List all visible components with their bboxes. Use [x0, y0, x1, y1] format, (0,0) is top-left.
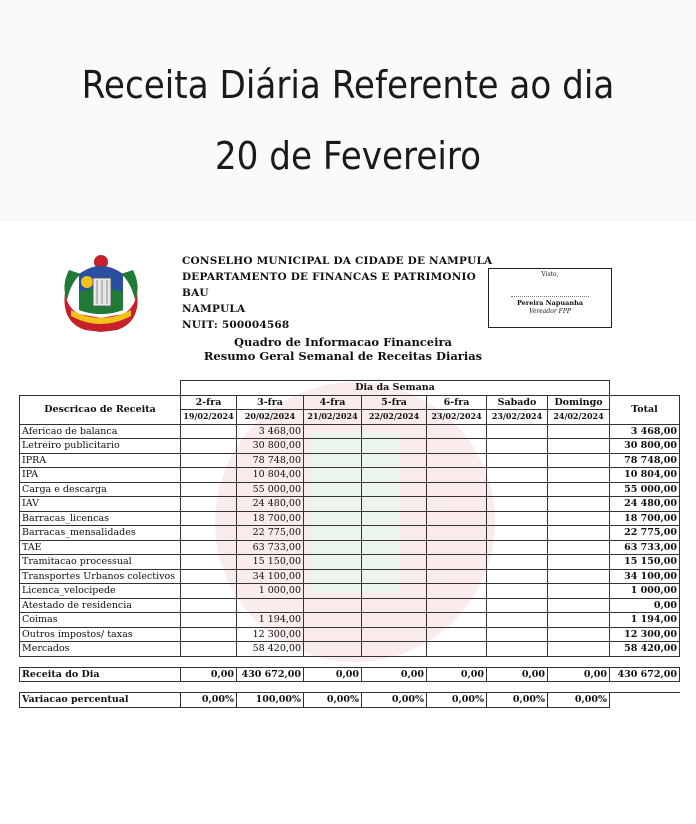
variacao-row [20, 693, 680, 708]
table-row [20, 569, 680, 584]
spacer-cell [427, 682, 487, 693]
variacao-value: 100,00% [237, 693, 304, 708]
day-value [362, 497, 427, 512]
table-row [20, 468, 680, 483]
day-value [181, 555, 237, 570]
spacer-row [20, 682, 680, 693]
day-value [362, 642, 427, 657]
day-date: 20/02/2024 [237, 410, 304, 425]
day-value [427, 497, 487, 512]
spacer-row [20, 656, 680, 667]
day-value [181, 613, 237, 628]
day-value [427, 598, 487, 613]
day-value: 1 194,00 [237, 613, 304, 628]
day-name: 6-fra [427, 395, 487, 410]
day-value [181, 511, 237, 526]
revenue-label: Atestado de residencia [20, 598, 181, 613]
row-total: 34 100,00 [610, 569, 680, 584]
row-total: 1 000,00 [610, 584, 680, 599]
day-value [427, 511, 487, 526]
variacao-value: 0,00% [181, 693, 237, 708]
day-value [427, 555, 487, 570]
table-row [20, 439, 680, 454]
row-total: 1 194,00 [610, 613, 680, 628]
day-value [548, 497, 610, 512]
day-value [548, 468, 610, 483]
day-value [487, 584, 548, 599]
org-line-council: CONSELHO MUNICIPAL DA CIDADE DE NAMPULA [182, 255, 493, 267]
day-value [427, 613, 487, 628]
day-value [427, 584, 487, 599]
day-value [487, 569, 548, 584]
day-value [548, 569, 610, 584]
revenue-label: Outros impostos/ taxas [20, 627, 181, 642]
signatory-name: Pereira Napuanha [516, 299, 584, 307]
header-row-days [20, 395, 680, 410]
row-total: 0,00 [610, 598, 680, 613]
spacer-cell [237, 656, 304, 667]
day-value [487, 627, 548, 642]
day-name: 3-fra [237, 395, 304, 410]
table-row [20, 482, 680, 497]
day-value [548, 598, 610, 613]
variacao-label: Variacao percentual [20, 693, 181, 708]
variacao-value: 0,00% [362, 693, 427, 708]
day-value [362, 468, 427, 483]
revenue-label: Barracas_licencas [20, 511, 181, 526]
total-header: Total [610, 395, 680, 424]
day-value [548, 540, 610, 555]
row-total: 24 480,00 [610, 497, 680, 512]
day-value [548, 642, 610, 657]
day-value [181, 642, 237, 657]
day-value [304, 598, 362, 613]
day-name: 2-fra [181, 395, 237, 410]
org-line-city: NAMPULA [182, 303, 246, 315]
spacer-cell [548, 682, 610, 693]
day-value [548, 424, 610, 439]
day-value [362, 598, 427, 613]
day-value: 3 468,00 [237, 424, 304, 439]
day-value: 1 000,00 [237, 584, 304, 599]
day-value [487, 424, 548, 439]
header-row-week [20, 381, 680, 396]
day-value [304, 555, 362, 570]
day-value: 63 733,00 [237, 540, 304, 555]
signature-line [511, 296, 589, 297]
day-date: 23/02/2024 [427, 410, 487, 425]
day-value [427, 569, 487, 584]
spacer-cell [362, 656, 427, 667]
day-value: 30 800,00 [237, 439, 304, 454]
day-value [427, 642, 487, 657]
organization-block [182, 253, 492, 333]
spacer-cell [181, 682, 237, 693]
variacao-value: 0,00% [304, 693, 362, 708]
variacao-value: 0,00% [427, 693, 487, 708]
day-value [181, 526, 237, 541]
day-value [304, 439, 362, 454]
receita-value: 0,00 [181, 667, 237, 682]
report-subtitle: Resumo Geral Semanal de Receitas Diarias [203, 349, 483, 363]
day-value [304, 584, 362, 599]
revenue-label: Transportes Urbanos colectivos [20, 569, 181, 584]
day-value [304, 569, 362, 584]
day-value: 34 100,00 [237, 569, 304, 584]
day-value [487, 468, 548, 483]
day-value [487, 540, 548, 555]
day-value [427, 482, 487, 497]
day-value [304, 497, 362, 512]
row-total: 78 748,00 [610, 453, 680, 468]
day-value [548, 439, 610, 454]
spacer-cell [304, 656, 362, 667]
day-value [548, 511, 610, 526]
day-value: 22 775,00 [237, 526, 304, 541]
day-value [548, 526, 610, 541]
day-name: Sabado [487, 395, 548, 410]
day-value [181, 424, 237, 439]
day-value [181, 482, 237, 497]
day-value: 78 748,00 [237, 453, 304, 468]
revenue-label: Coimas [20, 613, 181, 628]
day-value [304, 540, 362, 555]
spacer-cell [427, 656, 487, 667]
day-value: 58 420,00 [237, 642, 304, 657]
receita-value: 0,00 [487, 667, 548, 682]
day-value: 24 480,00 [237, 497, 304, 512]
day-value [304, 424, 362, 439]
header-spacer-right [610, 381, 680, 396]
spacer-cell [304, 682, 362, 693]
org-line-nuit: NUIT: 500004568 [182, 319, 290, 331]
day-name: 5-fra [362, 395, 427, 410]
org-line-department: DEPARTAMENTO DE FINANCAS E PATRIMONIO [182, 271, 477, 283]
revenue-label: TAE [20, 540, 181, 555]
revenue-label: IAV [20, 497, 181, 512]
receita-row [20, 667, 680, 682]
day-value [487, 613, 548, 628]
day-value [362, 555, 427, 570]
row-total: 63 733,00 [610, 540, 680, 555]
spacer-cell [362, 682, 427, 693]
day-value [181, 598, 237, 613]
day-date: 24/02/2024 [548, 410, 610, 425]
report-title: Quadro de Informacao Financeira [233, 335, 453, 349]
header-spacer [20, 381, 181, 396]
receita-value: 0,00 [427, 667, 487, 682]
day-value [362, 482, 427, 497]
day-value [181, 439, 237, 454]
day-value [304, 468, 362, 483]
day-value [487, 439, 548, 454]
spacer-cell [548, 656, 610, 667]
table-row [20, 526, 680, 541]
day-value: 18 700,00 [237, 511, 304, 526]
row-total: 58 420,00 [610, 642, 680, 657]
approval-box [488, 268, 612, 328]
revenue-label: Afericao de balanca [20, 424, 181, 439]
day-value [362, 613, 427, 628]
day-value [304, 511, 362, 526]
spacer-cell [610, 656, 680, 667]
day-value [181, 584, 237, 599]
day-value [427, 627, 487, 642]
spacer-cell [610, 682, 680, 693]
day-value [362, 569, 427, 584]
spacer-cell [20, 656, 181, 667]
signatory-role: Vereador FPP [529, 308, 571, 315]
day-date: 21/02/2024 [304, 410, 362, 425]
day-value [362, 424, 427, 439]
day-value [548, 627, 610, 642]
day-value [304, 642, 362, 657]
day-value [427, 453, 487, 468]
day-value [181, 569, 237, 584]
day-value [362, 584, 427, 599]
revenue-label: Barracas_mensalidades [20, 526, 181, 541]
day-value [304, 627, 362, 642]
day-value [548, 584, 610, 599]
day-value [181, 540, 237, 555]
week-label: Dia da Semana [181, 381, 610, 396]
day-value [304, 613, 362, 628]
day-value [487, 497, 548, 512]
headline-banner [0, 0, 696, 222]
day-value [181, 627, 237, 642]
row-total: 15 150,00 [610, 555, 680, 570]
revenue-label: Tramitacao processual [20, 555, 181, 570]
day-value [427, 526, 487, 541]
day-value [304, 482, 362, 497]
day-value [181, 468, 237, 483]
day-value [181, 497, 237, 512]
row-total: 18 700,00 [610, 511, 680, 526]
table-row [20, 613, 680, 628]
day-value: 55 000,00 [237, 482, 304, 497]
table-row [20, 555, 680, 570]
receita-value: 0,00 [548, 667, 610, 682]
table-row [20, 540, 680, 555]
spacer-cell [487, 656, 548, 667]
day-value [548, 555, 610, 570]
day-name: Domingo [548, 395, 610, 410]
org-line-unit: BAU [182, 287, 209, 299]
day-value [304, 453, 362, 468]
table-row [20, 453, 680, 468]
desc-header: Descricao de Receita [20, 395, 181, 424]
variacao-empty [610, 693, 680, 708]
day-value [427, 468, 487, 483]
revenue-label: Mercados [20, 642, 181, 657]
day-value [362, 511, 427, 526]
day-value: 15 150,00 [237, 555, 304, 570]
day-value [487, 555, 548, 570]
receita-label: Receita do Dia [20, 667, 181, 682]
table-row [20, 424, 680, 439]
day-value [548, 482, 610, 497]
day-value [427, 439, 487, 454]
day-value [487, 598, 548, 613]
day-value [237, 598, 304, 613]
day-value [181, 453, 237, 468]
revenue-table [19, 380, 680, 708]
revenue-label: IPA [20, 468, 181, 483]
day-value [487, 511, 548, 526]
table-row [20, 642, 680, 657]
revenue-label: IPRA [20, 453, 181, 468]
headline-line-2: 20 de Fevereiro [214, 134, 482, 178]
table-row [20, 598, 680, 613]
day-value [427, 424, 487, 439]
receita-total: 430 672,00 [610, 667, 680, 682]
day-value: 10 804,00 [237, 468, 304, 483]
visto-label: Visto, [541, 271, 559, 278]
revenue-label: Carga e descarga [20, 482, 181, 497]
row-total: 55 000,00 [610, 482, 680, 497]
day-value [362, 526, 427, 541]
day-value [427, 540, 487, 555]
day-value [487, 482, 548, 497]
day-value [487, 642, 548, 657]
day-value [362, 453, 427, 468]
day-value [548, 453, 610, 468]
financial-report-document [0, 222, 696, 824]
variacao-value: 0,00% [548, 693, 610, 708]
table-row [20, 497, 680, 512]
receita-value: 0,00 [304, 667, 362, 682]
receita-value: 0,00 [362, 667, 427, 682]
spacer-cell [20, 682, 181, 693]
day-date: 22/02/2024 [362, 410, 427, 425]
day-date: 19/02/2024 [181, 410, 237, 425]
spacer-cell [487, 682, 548, 693]
row-total: 3 468,00 [610, 424, 680, 439]
spacer-cell [237, 682, 304, 693]
table-row [20, 584, 680, 599]
table-row [20, 627, 680, 642]
revenue-label: Licenca_velocipede [20, 584, 181, 599]
day-value [362, 540, 427, 555]
row-total: 10 804,00 [610, 468, 680, 483]
row-total: 30 800,00 [610, 439, 680, 454]
municipal-emblem-icon [57, 252, 145, 334]
spacer-cell [181, 656, 237, 667]
day-value [548, 613, 610, 628]
revenue-label: Letreiro publicitario [20, 439, 181, 454]
day-value: 12 300,00 [237, 627, 304, 642]
day-value [487, 453, 548, 468]
variacao-value: 0,00% [487, 693, 548, 708]
row-total: 22 775,00 [610, 526, 680, 541]
table-row [20, 511, 680, 526]
headline-line-1: Receita Diária Referente ao dia [81, 63, 615, 107]
day-date: 23/02/2024 [487, 410, 548, 425]
day-value [362, 439, 427, 454]
day-name: 4-fra [304, 395, 362, 410]
day-value [304, 526, 362, 541]
row-total: 12 300,00 [610, 627, 680, 642]
day-value [487, 526, 548, 541]
day-value [362, 627, 427, 642]
receita-value: 430 672,00 [237, 667, 304, 682]
